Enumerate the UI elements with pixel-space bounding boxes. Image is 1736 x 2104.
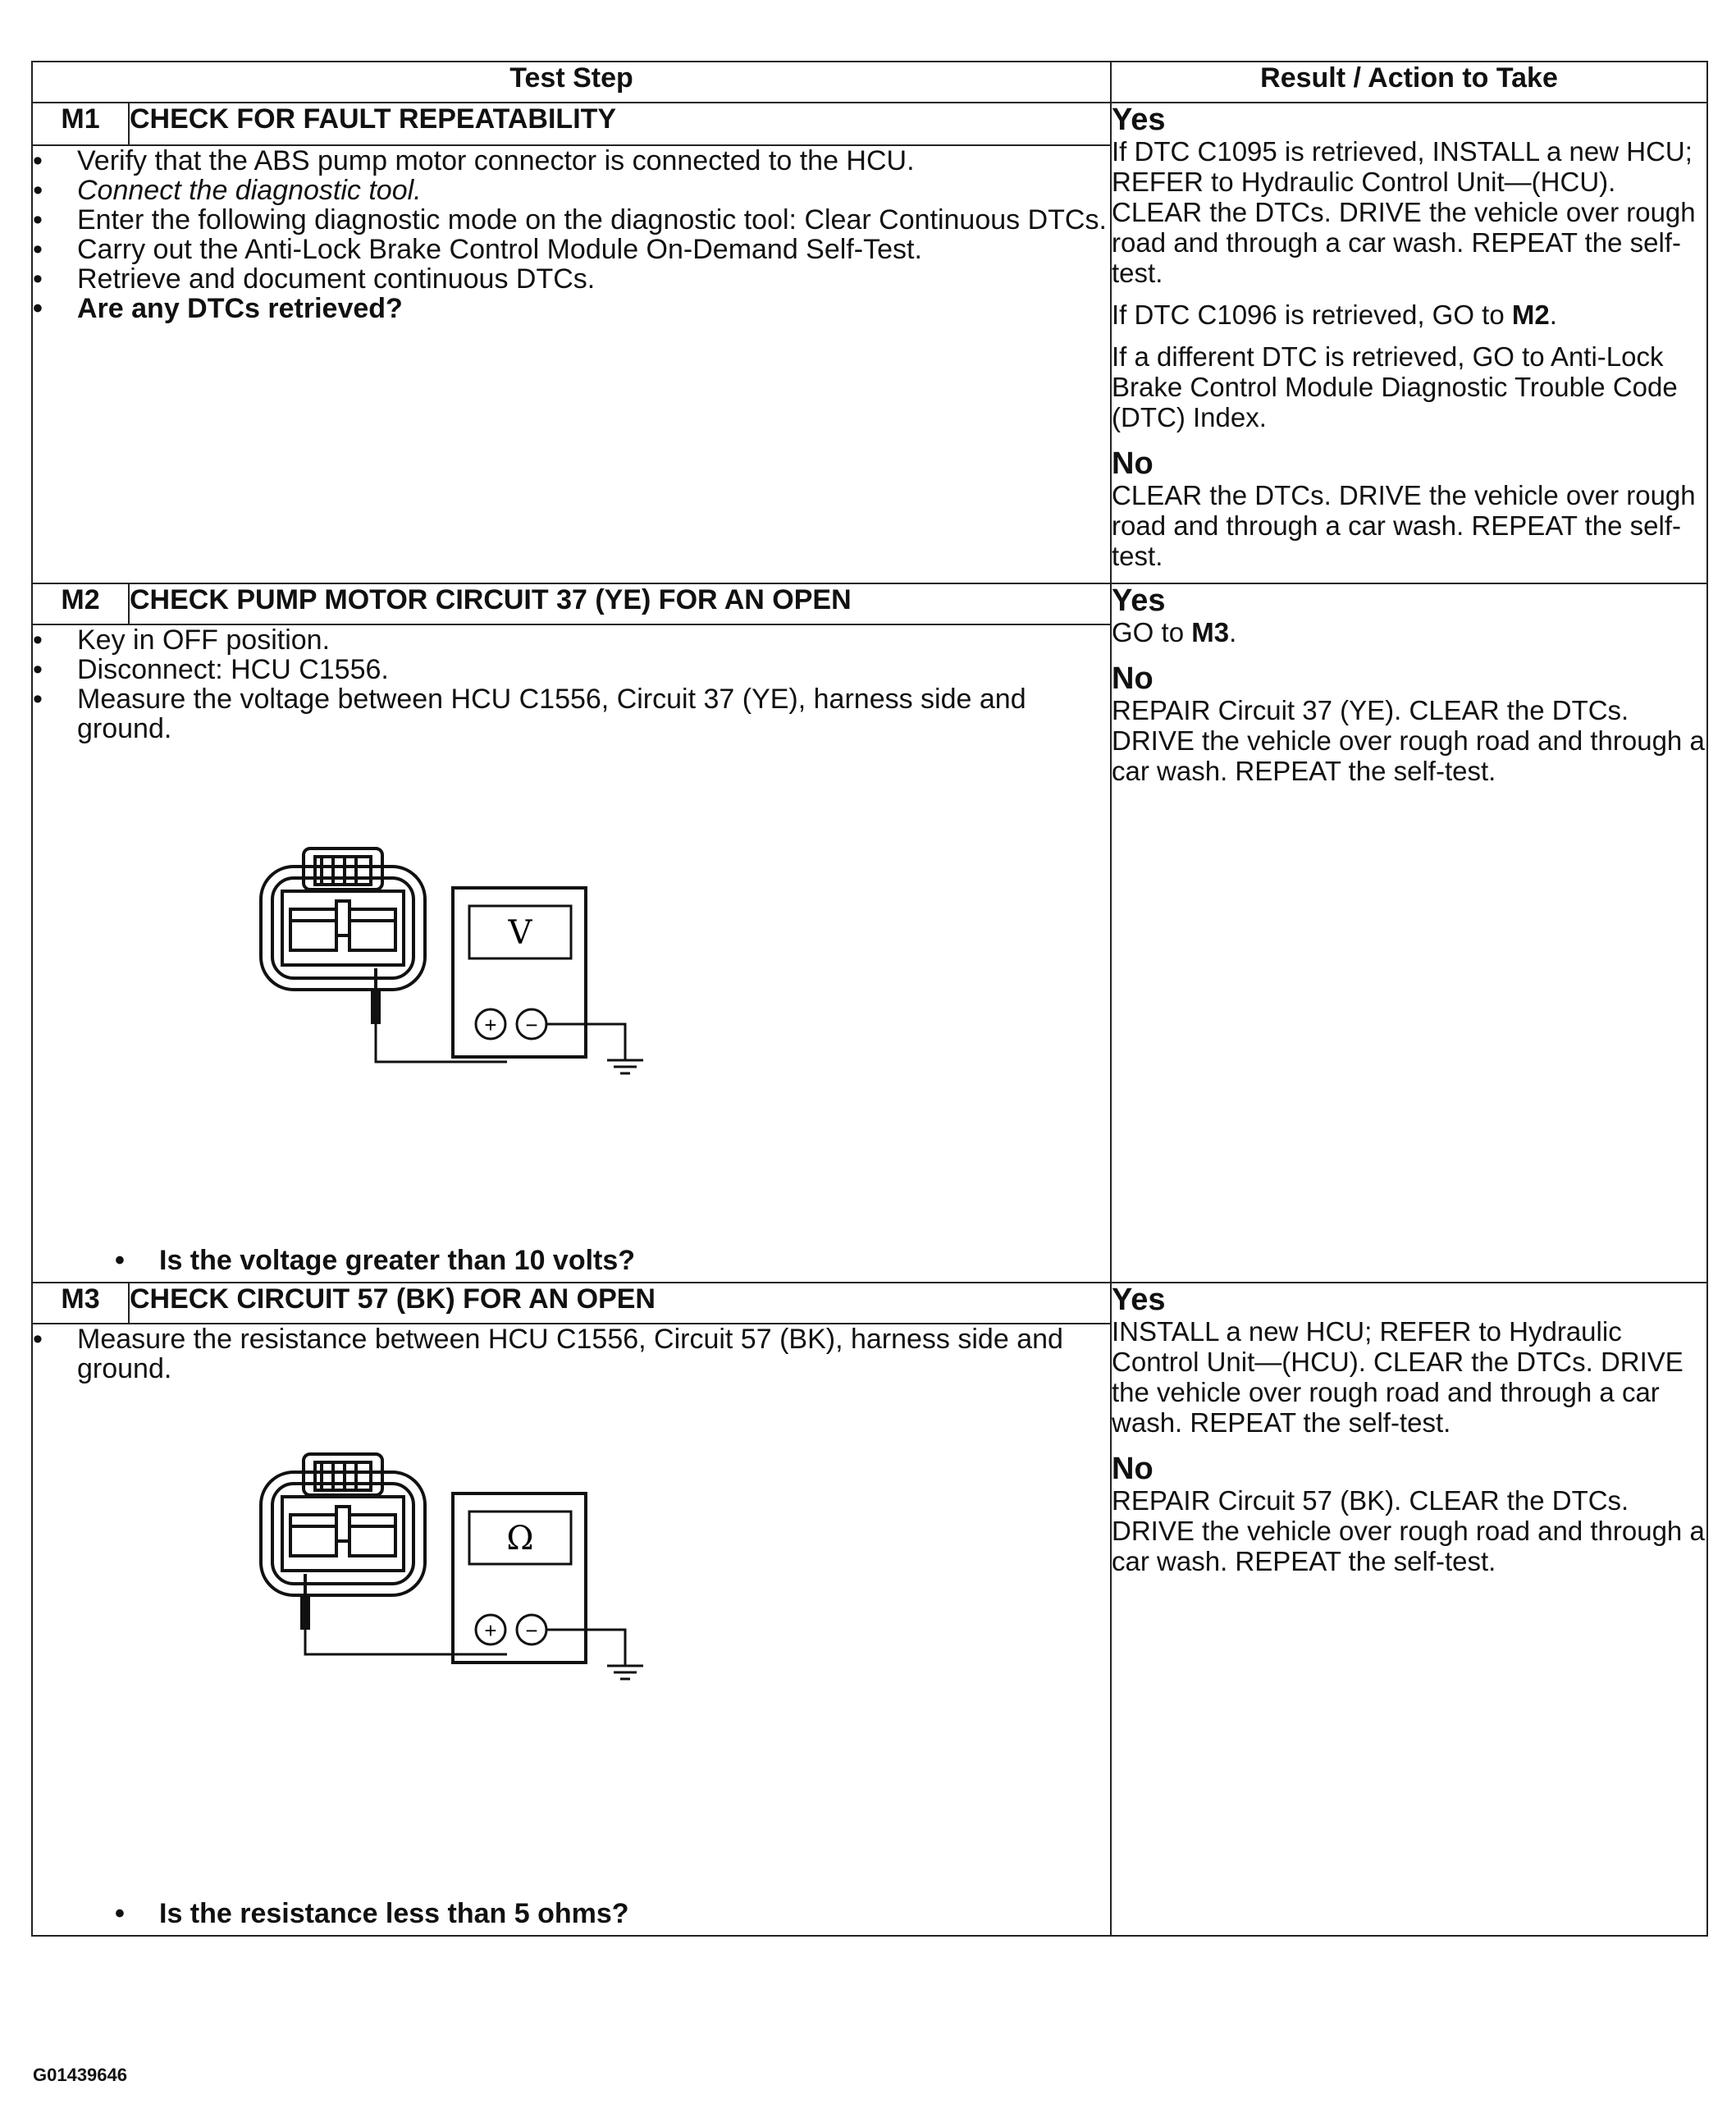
yes-text-m1: If DTC C1095 is retrieved, INSTALL a new HCU; REFER to Hydraulic Control Unit—(HCU). CLEAR the DTCs. DRIVE the vehicle over rough road and through a car wash. REPEAT the self-test.: [1112, 136, 1696, 288]
list-item: • Measure the voltage between HCU C1556, Circuit 37 (YE), harness side and ground.: [33, 684, 1110, 743]
step-body-m2: [32, 624, 1111, 1283]
no-label-m1: No: [1112, 446, 1154, 481]
step-m1-title-row: [32, 103, 1707, 145]
goto-m3-link: M3: [1191, 617, 1230, 647]
meter-display-symbol: V: [508, 914, 532, 952]
no-text-m2: REPAIR Circuit 37 (YE). CLEAR the DTCs. DRIVE the vehicle over rough road and through a car wash. REPEAT the self-test.: [1112, 695, 1705, 786]
ohmmeter-diagram: [254, 1451, 714, 1705]
goto-m2-link: M2: [1511, 300, 1550, 330]
step-code-m3: M3: [32, 1283, 129, 1324]
test-step-table: [31, 61, 1708, 1937]
list-item-question: • Are any DTCs retrieved?: [33, 294, 1110, 323]
yes-text-m2: GO to M3.: [1112, 617, 1237, 647]
list-item: • Carry out the Anti-Lock Brake Control Module On-Demand Self-Test.: [33, 235, 1110, 264]
minus-terminal: −: [525, 1618, 538, 1643]
step-m3-title-row: [32, 1283, 1707, 1324]
plus-terminal: +: [484, 1013, 497, 1037]
step-title-m2: CHECK PUMP MOTOR CIRCUIT 37 (YE) FOR AN OPEN: [129, 583, 1111, 624]
figure-id: G01439646: [33, 2065, 127, 2085]
ground-icon: [607, 1666, 643, 1679]
multimeter-icon: [453, 888, 586, 1057]
ground-icon: [607, 1060, 643, 1073]
yes-label-m1: Yes: [1112, 103, 1166, 137]
step-list-m3: [33, 1324, 1110, 1384]
yes-text-m1-c1096: If DTC C1096 is retrieved, GO to M2.: [1112, 300, 1557, 330]
yes-label-m3: Yes: [1112, 1283, 1166, 1317]
step-body-m1: [32, 145, 1111, 583]
table-header-row: [32, 62, 1707, 103]
connector-icon: [261, 848, 425, 990]
list-item: • Connect the diagnostic tool.: [33, 176, 1110, 205]
yes-text-m3: INSTALL a new HCU; REFER to Hydraulic Control Unit—(HCU). CLEAR the DTCs. DRIVE the vehicle over rough road and through a car wash. REPEAT the self-test.: [1112, 1316, 1683, 1438]
no-text-m3: REPAIR Circuit 57 (BK). CLEAR the DTCs. DRIVE the vehicle over rough road and through a car wash. REPEAT the self-test.: [1112, 1485, 1705, 1576]
list-item: • Key in OFF position.: [33, 625, 1110, 655]
list-item: • Disconnect: HCU C1556.: [33, 655, 1110, 684]
list-item: • Retrieve and document continuous DTCs.: [33, 264, 1110, 294]
yes-label-m2: Yes: [1112, 583, 1166, 618]
probe-icon: [300, 1597, 310, 1630]
step-code-m1: M1: [32, 103, 129, 145]
step-body-m3: [32, 1324, 1111, 1936]
yes-text-m1-other: If a different DTC is retrieved, GO to Anti-Lock Brake Control Module Diagnostic Trouble Code (DTC) Index.: [1112, 341, 1678, 432]
step-list-m1: [33, 146, 1110, 323]
connector-icon: [261, 1454, 425, 1595]
no-label-m2: No: [1112, 661, 1154, 696]
result-m3: [1111, 1283, 1707, 1936]
list-item: • Measure the resistance between HCU C1556, Circuit 57 (BK), harness side and ground.: [33, 1324, 1110, 1384]
result-header: Result / Action to Take: [1111, 62, 1707, 103]
no-label-m3: No: [1112, 1452, 1154, 1486]
step-title-m1: CHECK FOR FAULT REPEATABILITY: [129, 103, 1111, 145]
step-question-m3: • Is the resistance less than 5 ohms?: [115, 1899, 1100, 1928]
step-list-m2: [33, 625, 1110, 743]
minus-terminal: −: [525, 1013, 538, 1037]
list-item: • Enter the following diagnostic mode on the diagnostic tool: Clear Continuous DTCs.: [33, 205, 1110, 235]
voltmeter-diagram: [254, 845, 714, 1100]
list-item: • Verify that the ABS pump motor connector is connected to the HCU.: [33, 146, 1110, 176]
test-step-header: Test Step: [32, 62, 1111, 103]
step-m2-title-row: [32, 583, 1707, 624]
probe-icon: [371, 991, 381, 1024]
result-m1: [1111, 103, 1707, 583]
step-code-m2: M2: [32, 583, 129, 624]
no-text-m1: CLEAR the DTCs. DRIVE the vehicle over rough road and through a car wash. REPEAT the self-test.: [1112, 480, 1696, 571]
meter-display-symbol: Ω: [506, 1520, 534, 1557]
step-title-m3: CHECK CIRCUIT 57 (BK) FOR AN OPEN: [129, 1283, 1111, 1324]
result-m2: [1111, 583, 1707, 1283]
multimeter-icon: [453, 1493, 586, 1663]
step-question-m2: • Is the voltage greater than 10 volts?: [115, 1246, 1100, 1275]
plus-terminal: +: [484, 1618, 497, 1643]
